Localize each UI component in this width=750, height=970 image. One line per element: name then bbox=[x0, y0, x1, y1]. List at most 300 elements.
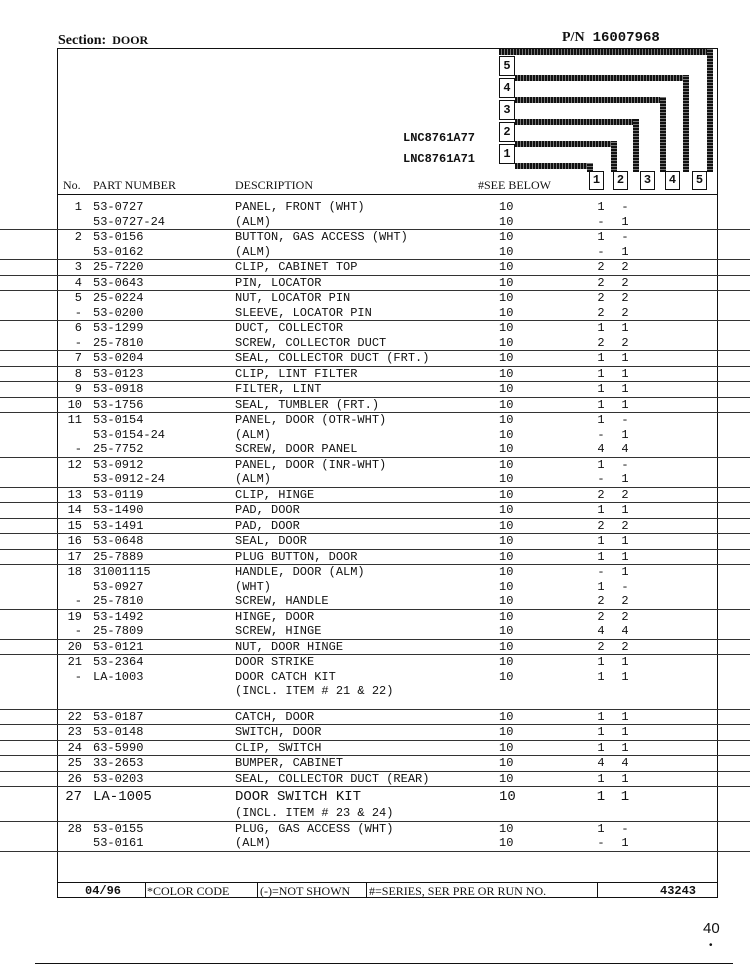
series: 10 bbox=[499, 655, 514, 669]
table-row bbox=[0, 200, 750, 215]
table-row bbox=[0, 699, 750, 710]
item-number: 18 bbox=[67, 565, 82, 579]
table-row bbox=[0, 398, 750, 414]
part-number: 53-0912 bbox=[93, 457, 144, 472]
table-row bbox=[0, 351, 750, 367]
col-header-no: No. bbox=[63, 178, 81, 192]
qty-model-1: 2 bbox=[597, 305, 605, 320]
description: PAD, DOOR bbox=[235, 503, 300, 517]
qty-model-1: - bbox=[597, 836, 605, 850]
table-row bbox=[0, 442, 750, 458]
series: 10 bbox=[499, 594, 514, 608]
description: FILTER, LINT bbox=[235, 382, 322, 396]
table-row bbox=[0, 215, 750, 231]
description: HANDLE, DOOR (ALM) bbox=[235, 565, 365, 579]
item-number: 17 bbox=[67, 549, 82, 564]
item-number: - bbox=[74, 305, 82, 320]
item-number: 28 bbox=[67, 821, 82, 836]
series-leader-2 bbox=[633, 119, 639, 172]
item-number: 8 bbox=[74, 366, 82, 381]
qty-model-2: - bbox=[621, 457, 629, 472]
series: 10 bbox=[499, 534, 514, 548]
pn-label: P/N bbox=[562, 30, 585, 45]
series-leader-5 bbox=[707, 49, 713, 172]
qty-model-1: 1 bbox=[597, 503, 605, 517]
description: SLEEVE, LOCATOR PIN bbox=[235, 305, 372, 320]
part-number: 25-7809 bbox=[93, 624, 144, 638]
series: 10 bbox=[499, 230, 514, 244]
series-leader-1 bbox=[515, 141, 617, 147]
column-box: 5 bbox=[692, 171, 707, 190]
footer-bar bbox=[57, 882, 718, 898]
description: CLIP, LINT FILTER bbox=[235, 366, 358, 381]
series-leader-5 bbox=[499, 49, 713, 55]
table-row bbox=[0, 503, 750, 519]
description: (INCL. ITEM # 23 & 24) bbox=[235, 806, 394, 820]
qty-model-2: 1 bbox=[621, 503, 629, 517]
qty-model-2: 2 bbox=[621, 594, 629, 608]
part-number: 53-0187 bbox=[93, 709, 144, 724]
part-number: 33-2653 bbox=[93, 756, 144, 770]
item-number: 9 bbox=[74, 382, 82, 396]
item-number: 12 bbox=[67, 457, 82, 472]
description: BUMPER, CABINET bbox=[235, 756, 344, 770]
qty-model-2: 1 bbox=[621, 771, 629, 786]
qty-model-1: 2 bbox=[597, 639, 605, 654]
part-number: 53-0912-24 bbox=[93, 472, 166, 486]
series: 10 bbox=[499, 305, 514, 320]
description: PLUG, GAS ACCESS (WHT) bbox=[235, 821, 394, 836]
qty-model-1: 1 bbox=[597, 579, 605, 594]
table-row bbox=[0, 756, 750, 772]
col-header-part-number: PART NUMBER bbox=[93, 178, 176, 192]
qty-model-2: 1 bbox=[621, 534, 629, 548]
qty-model-1: 1 bbox=[597, 397, 605, 412]
table-row bbox=[0, 710, 750, 726]
table-row bbox=[0, 291, 750, 306]
table-row bbox=[0, 276, 750, 292]
qty-model-2: 1 bbox=[621, 549, 629, 564]
description: PLUG BUTTON, DOOR bbox=[235, 549, 358, 564]
table-row bbox=[0, 458, 750, 473]
part-number: 53-0161 bbox=[93, 836, 144, 850]
table-row bbox=[0, 640, 750, 656]
series: 10 bbox=[499, 413, 514, 427]
series: 10 bbox=[499, 214, 514, 229]
qty-model-1: 2 bbox=[597, 260, 605, 274]
item-number: 3 bbox=[74, 260, 82, 274]
part-number: 53-0200 bbox=[93, 305, 144, 320]
series: 10 bbox=[499, 771, 514, 786]
series: 10 bbox=[499, 442, 514, 456]
description: (ALM) bbox=[235, 244, 272, 259]
footer-divider bbox=[145, 883, 146, 897]
part-number: 53-0155 bbox=[93, 821, 144, 836]
qty-model-2: 1 bbox=[621, 472, 629, 486]
qty-model-1: 2 bbox=[597, 487, 605, 502]
part-number: 53-1299 bbox=[93, 321, 144, 335]
qty-model-1: 1 bbox=[597, 351, 605, 365]
description: SCREW, COLLECTOR DUCT bbox=[235, 335, 387, 350]
part-number: 53-0156 bbox=[93, 230, 144, 244]
section-heading bbox=[58, 33, 148, 49]
qty-model-1: 1 bbox=[597, 821, 605, 836]
series: 10 bbox=[499, 549, 514, 564]
qty-model-1: - bbox=[597, 472, 605, 486]
series-box: 3 bbox=[499, 100, 515, 120]
description: NUT, DOOR HINGE bbox=[235, 639, 344, 654]
part-number: 25-7220 bbox=[93, 260, 144, 274]
qty-model-2: 2 bbox=[621, 260, 629, 274]
footer-divider bbox=[366, 883, 367, 897]
series: 10 bbox=[499, 291, 514, 305]
qty-model-1: 1 bbox=[597, 549, 605, 564]
qty-model-2: 2 bbox=[621, 487, 629, 502]
part-number: 53-0119 bbox=[93, 487, 144, 502]
footer-series-note: #=SERIES, SER PRE OR RUN NO. bbox=[369, 884, 547, 898]
column-box: 1 bbox=[589, 171, 604, 190]
model-number: LNC8761A71 bbox=[403, 152, 476, 166]
qty-model-2: - bbox=[621, 200, 629, 214]
description: CLIP, HINGE bbox=[235, 487, 315, 502]
part-number: 53-0203 bbox=[93, 771, 144, 786]
table-row bbox=[0, 594, 750, 610]
qty-model-2: 1 bbox=[621, 655, 629, 669]
qty-model-1: 2 bbox=[597, 594, 605, 608]
item-number: 25 bbox=[67, 756, 82, 770]
series: 10 bbox=[499, 609, 514, 624]
series: 10 bbox=[499, 366, 514, 381]
item-number: 24 bbox=[67, 740, 82, 755]
description: CATCH, DOOR bbox=[235, 709, 315, 724]
series: 10 bbox=[499, 669, 514, 684]
item-number: 21 bbox=[67, 655, 82, 669]
qty-model-2: 1 bbox=[621, 244, 629, 259]
part-number: 63-5990 bbox=[93, 740, 144, 755]
qty-model-1: 1 bbox=[597, 200, 605, 214]
qty-model-1: 4 bbox=[597, 756, 605, 770]
qty-model-2: 1 bbox=[621, 669, 629, 684]
part-number: 25-7810 bbox=[93, 335, 144, 350]
item-number: 1 bbox=[74, 200, 82, 214]
item-number: 22 bbox=[67, 709, 82, 724]
qty-model-2: 1 bbox=[621, 836, 629, 850]
series-leader-3 bbox=[660, 97, 666, 172]
qty-model-1: 2 bbox=[597, 609, 605, 624]
part-number: LA-1005 bbox=[93, 789, 152, 805]
description: DOOR STRIKE bbox=[235, 655, 315, 669]
part-number: 31001115 bbox=[93, 565, 151, 579]
table-row bbox=[0, 306, 750, 322]
part-number: 53-0643 bbox=[93, 275, 144, 290]
item-number: 26 bbox=[67, 771, 82, 786]
page-mark: • bbox=[709, 940, 713, 951]
series: 10 bbox=[499, 789, 516, 805]
description: DOOR SWITCH KIT bbox=[235, 789, 362, 805]
parts-table bbox=[0, 200, 750, 852]
series: 10 bbox=[499, 427, 514, 442]
series-leader-4 bbox=[515, 75, 689, 81]
series: 10 bbox=[499, 397, 514, 412]
table-row bbox=[0, 836, 750, 852]
qty-model-2: 4 bbox=[621, 442, 629, 456]
part-number: 25-7810 bbox=[93, 594, 144, 608]
item-number: - bbox=[74, 442, 82, 456]
qty-model-1: 1 bbox=[597, 366, 605, 381]
section-label: Section: bbox=[58, 33, 107, 48]
qty-model-1: 1 bbox=[597, 413, 605, 427]
qty-model-2: - bbox=[621, 230, 629, 244]
qty-model-2: 4 bbox=[621, 624, 629, 638]
series: 10 bbox=[499, 725, 514, 739]
footer-not-shown: (-)=NOT SHOWN bbox=[260, 884, 351, 898]
qty-model-2: 1 bbox=[621, 351, 629, 365]
series: 10 bbox=[499, 639, 514, 654]
series: 10 bbox=[499, 565, 514, 579]
description: SEAL, COLLECTOR DUCT (FRT.) bbox=[235, 351, 430, 365]
description: PANEL, FRONT (WHT) bbox=[235, 200, 365, 214]
item-number: 15 bbox=[67, 518, 82, 533]
model-number: LNC8761A77 bbox=[403, 131, 476, 145]
description: SEAL, DOOR bbox=[235, 534, 308, 548]
section-value: DOOR bbox=[112, 33, 149, 47]
part-number: 53-1490 bbox=[93, 503, 144, 517]
series: 10 bbox=[499, 709, 514, 724]
qty-model-1: 2 bbox=[597, 518, 605, 533]
part-number: 53-0918 bbox=[93, 382, 144, 396]
table-row bbox=[0, 367, 750, 383]
item-number: 20 bbox=[67, 639, 82, 654]
series: 10 bbox=[499, 200, 514, 214]
qty-model-1: 4 bbox=[597, 624, 605, 638]
description: PAD, DOOR bbox=[235, 518, 300, 533]
table-row bbox=[0, 413, 750, 428]
qty-model-1: 1 bbox=[597, 457, 605, 472]
item-number: 6 bbox=[74, 321, 82, 335]
item-number: - bbox=[74, 594, 82, 608]
table-row bbox=[0, 741, 750, 757]
table-row bbox=[0, 321, 750, 336]
qty-model-2: 1 bbox=[621, 740, 629, 755]
qty-model-1: 1 bbox=[597, 740, 605, 755]
qty-model-1: - bbox=[597, 427, 605, 442]
item-number: 11 bbox=[67, 413, 82, 427]
series-box: 1 bbox=[499, 144, 515, 164]
table-row bbox=[0, 382, 750, 398]
qty-model-1: - bbox=[597, 565, 605, 579]
qty-model-2: 2 bbox=[621, 639, 629, 654]
col-header-description: DESCRIPTION bbox=[235, 178, 314, 192]
qty-model-1: 1 bbox=[597, 382, 605, 396]
table-row bbox=[0, 655, 750, 670]
series: 10 bbox=[499, 260, 514, 274]
description: (ALM) bbox=[235, 214, 272, 229]
item-number: 10 bbox=[67, 397, 82, 412]
series: 10 bbox=[499, 756, 514, 770]
description: (ALM) bbox=[235, 427, 272, 442]
table-row bbox=[0, 772, 750, 788]
qty-model-1: 2 bbox=[597, 291, 605, 305]
qty-model-1: 1 bbox=[597, 771, 605, 786]
series: 10 bbox=[499, 351, 514, 365]
qty-model-2: 1 bbox=[621, 725, 629, 739]
qty-model-1: 1 bbox=[597, 321, 605, 335]
series-leader-3 bbox=[515, 97, 666, 103]
table-row bbox=[0, 822, 750, 837]
item-number: - bbox=[74, 624, 82, 638]
table-row bbox=[0, 684, 750, 699]
footer-date: 04/96 bbox=[85, 884, 122, 898]
part-number: 53-0927 bbox=[93, 579, 144, 594]
part-number: 53-0148 bbox=[93, 725, 144, 739]
series-box: 5 bbox=[499, 56, 515, 76]
table-row bbox=[0, 610, 750, 625]
description: SCREW, HINGE bbox=[235, 624, 322, 638]
table-row bbox=[0, 245, 750, 261]
series: 10 bbox=[499, 335, 514, 350]
series-leader-2 bbox=[515, 119, 639, 125]
series: 10 bbox=[499, 382, 514, 396]
qty-model-2: 2 bbox=[621, 305, 629, 320]
part-number: 53-0154 bbox=[93, 413, 144, 427]
item-number: 7 bbox=[74, 351, 82, 365]
series: 10 bbox=[499, 244, 514, 259]
table-row bbox=[0, 670, 750, 685]
description: PANEL, DOOR (INR-WHT) bbox=[235, 457, 387, 472]
table-row bbox=[0, 550, 750, 566]
table-row bbox=[0, 519, 750, 535]
table-row bbox=[0, 806, 750, 822]
item-number: 13 bbox=[67, 487, 82, 502]
qty-model-2: 1 bbox=[621, 214, 629, 229]
qty-model-1: 1 bbox=[597, 669, 605, 684]
table-row bbox=[0, 787, 750, 806]
part-number: 53-0123 bbox=[93, 366, 144, 381]
table-row bbox=[0, 472, 750, 488]
qty-model-1: 1 bbox=[597, 709, 605, 724]
table-row bbox=[0, 230, 750, 245]
part-number: 25-7889 bbox=[93, 549, 144, 564]
series: 10 bbox=[499, 487, 514, 502]
table-row bbox=[0, 725, 750, 741]
qty-model-2: 1 bbox=[621, 321, 629, 335]
description: SEAL, TUMBLER (FRT.) bbox=[235, 397, 380, 412]
table-row bbox=[0, 428, 750, 443]
series-leader-0 bbox=[515, 163, 593, 169]
qty-model-1: 1 bbox=[596, 789, 606, 805]
part-number-heading bbox=[562, 30, 660, 46]
item-number: 5 bbox=[74, 291, 82, 305]
series: 10 bbox=[499, 624, 514, 638]
series: 10 bbox=[499, 457, 514, 472]
description: DUCT, COLLECTOR bbox=[235, 321, 344, 335]
item-number: - bbox=[74, 669, 82, 684]
item-number: 23 bbox=[67, 725, 82, 739]
description: BUTTON, GAS ACCESS (WHT) bbox=[235, 230, 408, 244]
footer-color-code: *COLOR CODE bbox=[147, 884, 230, 898]
column-box: 3 bbox=[640, 171, 655, 190]
qty-model-1: 2 bbox=[597, 275, 605, 290]
qty-model-2: 2 bbox=[621, 291, 629, 305]
qty-model-2: 2 bbox=[621, 609, 629, 624]
part-number: 53-0162 bbox=[93, 244, 144, 259]
part-number: 25-0224 bbox=[93, 291, 144, 305]
qty-model-2: 1 bbox=[621, 366, 629, 381]
part-number: 53-0648 bbox=[93, 534, 144, 548]
table-row bbox=[0, 624, 750, 640]
qty-model-1: 1 bbox=[597, 725, 605, 739]
pn-value: 16007968 bbox=[592, 30, 660, 46]
qty-model-2: 1 bbox=[621, 427, 629, 442]
description: PIN, LOCATOR bbox=[235, 275, 322, 290]
series-leader-1 bbox=[611, 141, 617, 172]
series: 10 bbox=[499, 321, 514, 335]
description: SCREW, HANDLE bbox=[235, 594, 329, 608]
item-number: 27 bbox=[65, 789, 82, 805]
description: SEAL, COLLECTOR DUCT (REAR) bbox=[235, 771, 430, 786]
part-number: LA-1003 bbox=[93, 669, 144, 684]
footer-divider bbox=[597, 883, 598, 897]
part-number: 53-1756 bbox=[93, 397, 144, 412]
description: NUT, LOCATOR PIN bbox=[235, 291, 351, 305]
description: CLIP, CABINET TOP bbox=[235, 260, 358, 274]
header-rule bbox=[57, 194, 718, 195]
table-row bbox=[0, 580, 750, 595]
qty-model-2: - bbox=[621, 579, 629, 594]
item-number: 16 bbox=[67, 534, 82, 548]
series-box: 4 bbox=[499, 78, 515, 98]
qty-model-2: 1 bbox=[621, 709, 629, 724]
footer-divider bbox=[257, 883, 258, 897]
column-box: 4 bbox=[665, 171, 680, 190]
col-header-see-below: #SEE BELOW bbox=[478, 178, 551, 192]
qty-model-1: 1 bbox=[597, 534, 605, 548]
series-leader-4 bbox=[683, 75, 689, 172]
item-number: 19 bbox=[67, 609, 82, 624]
description: (ALM) bbox=[235, 472, 272, 486]
qty-model-1: 4 bbox=[597, 442, 605, 456]
part-number: 53-1491 bbox=[93, 518, 144, 533]
qty-model-2: 2 bbox=[621, 335, 629, 350]
footer-doc-number: 43243 bbox=[660, 884, 697, 898]
qty-model-2: 4 bbox=[621, 756, 629, 770]
part-number: 53-0121 bbox=[93, 639, 144, 654]
description: CLIP, SWITCH bbox=[235, 740, 322, 755]
qty-model-2: 1 bbox=[620, 789, 630, 805]
qty-model-1: 2 bbox=[597, 335, 605, 350]
qty-model-2: - bbox=[621, 821, 629, 836]
table-row bbox=[0, 534, 750, 550]
table-row bbox=[0, 488, 750, 504]
part-number: 53-0154-24 bbox=[93, 427, 166, 442]
qty-model-1: - bbox=[597, 244, 605, 259]
qty-model-1: - bbox=[597, 214, 605, 229]
item-number: 14 bbox=[67, 503, 82, 517]
qty-model-2: 2 bbox=[621, 518, 629, 533]
bottom-rule bbox=[35, 963, 733, 964]
series: 10 bbox=[499, 503, 514, 517]
qty-model-2: 2 bbox=[621, 275, 629, 290]
table-row bbox=[0, 336, 750, 352]
description: HINGE, DOOR bbox=[235, 609, 315, 624]
description: (ALM) bbox=[235, 836, 272, 850]
series-box: 2 bbox=[499, 122, 515, 142]
part-number: 25-7752 bbox=[93, 442, 144, 456]
part-number: 53-0204 bbox=[93, 351, 144, 365]
part-number: 53-1492 bbox=[93, 609, 144, 624]
qty-model-2: 1 bbox=[621, 382, 629, 396]
description: (INCL. ITEM # 21 & 22) bbox=[235, 684, 394, 698]
